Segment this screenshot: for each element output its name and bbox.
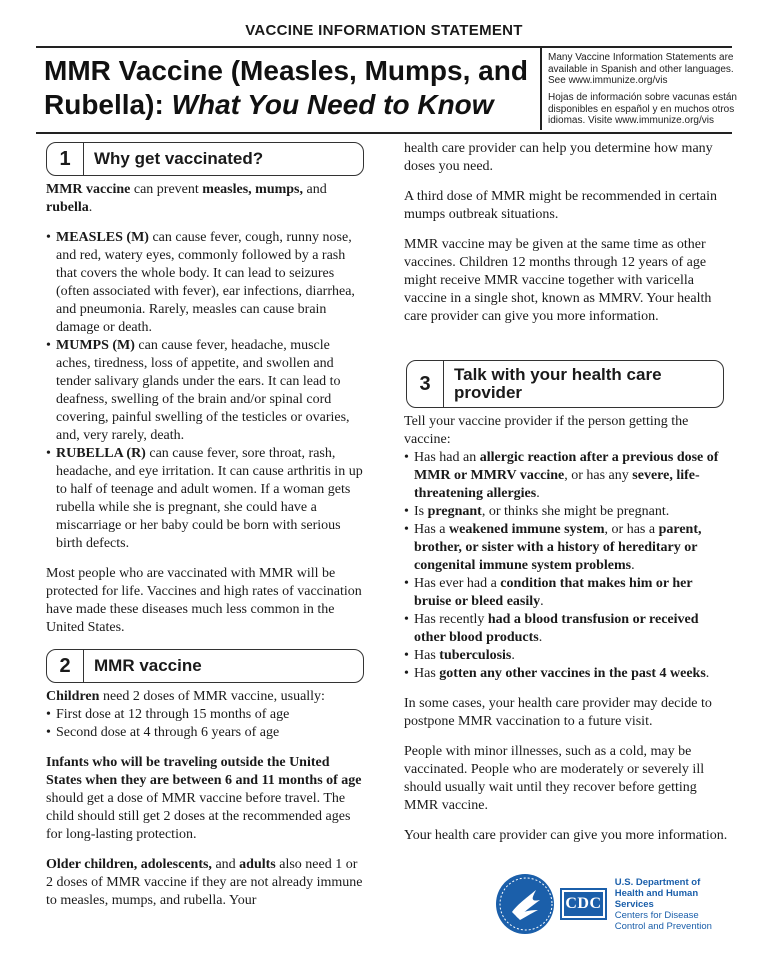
text: need 2 doses of MMR vaccine, usually: (99, 689, 325, 704)
bold-text: MUMPS (M) (56, 338, 135, 353)
third-dose-paragraph: A third dose of MMR might be recommended in certain mumps outbreak situations. (404, 189, 717, 222)
text: . (540, 594, 544, 609)
section-1-heading (46, 142, 364, 176)
section-title-line: Talk with your health care (454, 365, 662, 384)
bold-text: severe, life-threatening allergies (414, 468, 700, 501)
section-number: 3 (407, 361, 444, 407)
text: , or thinks she might be pregnant. (481, 504, 670, 519)
dose-list (46, 706, 366, 742)
list-item (404, 611, 728, 647)
text: and (303, 182, 327, 197)
section-title (444, 361, 662, 407)
agency-line: Health and Human Services (614, 887, 699, 910)
continued-paragraph: health care provider can help you determine how many doses you need. (404, 141, 713, 174)
section-number: 1 (47, 143, 84, 175)
text: Has had an (414, 450, 480, 465)
postpone-paragraph: In some cases, your health care provider may decide to postpone MMR vaccination to a future visit. (404, 696, 712, 729)
text: can prevent (130, 182, 203, 197)
text: . (705, 666, 710, 681)
note-line: disponibles en español y en muchos otros (548, 103, 735, 115)
text: Is (414, 504, 428, 519)
language-note-english (548, 52, 738, 87)
section-1-body (46, 181, 366, 649)
page-title (44, 54, 544, 122)
title-italic: What You Need to Know (171, 89, 494, 120)
section-title: MMR vaccine (94, 656, 202, 675)
bold-text: condition that makes him or her bruise or bleed easily (414, 576, 693, 609)
text: Has recently (414, 612, 488, 627)
bold-text: Older children, adolescents, (46, 857, 212, 872)
list-item-measles (46, 229, 366, 337)
list-item: • First dose at 12 through 15 months of age (46, 706, 366, 724)
text: . (536, 486, 540, 501)
bold-text: MMR vaccine (46, 182, 131, 197)
bold-text: MEASLES (M) (56, 230, 149, 245)
note-line: available in Spanish and other languages. (548, 63, 734, 75)
bold-text: tuberculosis (439, 648, 512, 663)
section-3-heading (406, 360, 724, 408)
bold-text: adults (239, 857, 276, 872)
cdc-logo: CDC (560, 888, 607, 920)
section-2-heading (46, 649, 364, 683)
list-item: • Second dose at 4 through 6 years of age (46, 724, 366, 742)
older-paragraph (46, 856, 366, 910)
agency-logos (496, 872, 736, 936)
header-rule (36, 132, 732, 134)
children-paragraph (46, 688, 366, 706)
bold-text: parent, brother, or sister with a history of hereditary or congenital immune system problems (414, 522, 702, 573)
text: , or has a (604, 522, 659, 537)
intro-paragraph: Tell your vaccine provider if the person getting the vaccine: (404, 414, 689, 447)
closing-paragraph: Most people who are vaccinated with MMR will be protected for life. Vaccines and high rates of vaccination have made these diseases much less common in the United States. (46, 566, 362, 635)
list-item (404, 503, 728, 521)
list-item (404, 575, 728, 611)
document-type-banner: VACCINE INFORMATION STATEMENT (36, 18, 732, 48)
note-line: Many Vaccine Information Statements are (548, 52, 734, 63)
text: can cause fever, cough, runny nose, and red, watery eyes, commonly followed by a rash that covers the whole body. It can lead to seizures (often associated with fever), ear infections, diarrhea, and pneumonia. Rarely, measles can cause brain damage or death. (56, 230, 355, 335)
text: , or has any (564, 468, 633, 483)
bold-text: rubella (46, 200, 89, 215)
bold-text: measles, mumps, (202, 182, 304, 197)
language-note-spanish (548, 92, 738, 127)
agency-line: U.S. Department of (614, 876, 701, 888)
bold-text: had a blood transfusion or received other blood products (414, 612, 699, 645)
bold-text: Infants who will be traveling outside the United States when they are between 6 and 11 months of age (46, 755, 362, 788)
more-info-paragraph: Your health care provider can give you more information. (404, 828, 728, 843)
text: . (88, 200, 93, 215)
section-2-body (46, 688, 366, 922)
eagle-icon (496, 874, 554, 934)
text: Has ever had a (414, 576, 501, 591)
list-item-rubella (46, 445, 366, 553)
header-divider (540, 48, 542, 130)
section-title-line: provider (454, 383, 523, 402)
title-main: MMR Vaccine (Measles, Mumps, and Rubella): (44, 55, 528, 120)
text: . (631, 558, 635, 573)
bold-text: RUBELLA (R) (56, 446, 146, 461)
minor-illness-paragraph: People with minor illnesses, such as a cold, may be vaccinated. People who are moderately or severely ill should usually wait until they recover before getting MMR vaccine. (404, 744, 705, 813)
text: should get a dose of MMR vaccine before travel. The child should still get 2 doses at the recommended ages for long-lasting protection. (46, 791, 351, 842)
text: . (538, 630, 543, 645)
list-item (404, 449, 728, 503)
text: Has (414, 648, 440, 663)
section-2-continued (404, 140, 726, 338)
bold-text: Children (46, 689, 100, 704)
list-item (404, 647, 728, 665)
list-item (404, 521, 728, 575)
intro-paragraph (46, 181, 366, 217)
text: can cause fever, sore throat, rash, headache, and eye irritation. It can cause arthritis in up to half of teenage and adult women. If a woman gets rubella while she is pregnant, she could have a miscarriage or her baby could be born with serious birth defects. (56, 446, 363, 551)
section-3-body (404, 413, 728, 857)
text: can cause fever, headache, muscle aches, tiredness, loss of appetite, and swollen and tender salivary glands under the ears. It can lead to deafness, swelling of the brain and/or spinal cord covering, painful swelling of the testicles or ovaries, and, very rarely, death. (56, 338, 350, 443)
text: also need 1 or 2 doses of MMR vaccine if they are not already immune to measles, mumps, and rubella. Your (46, 857, 363, 908)
note-line: See www.immunize.org/vis (548, 75, 668, 86)
section-title: Why get vaccinated? (94, 149, 264, 168)
conditions-list (404, 449, 728, 683)
text: and (211, 857, 240, 872)
agency-line: Control and Prevention (614, 920, 712, 932)
bold-text: gotten any other vaccines in the past 4 weeks (439, 666, 706, 681)
note-line: Hojas de información sobre vacunas están (548, 92, 737, 103)
note-line: idiomas. Visite www.immunize.org/vis (548, 115, 714, 126)
same-time-paragraph: MMR vaccine may be given at the same time as other vaccines. Children 12 months through 12 years of age might receive MMR vaccine together with varicella vaccine in a single shot, known as MMRV. Your health care provider can give you more information. (404, 237, 712, 324)
list-item (404, 665, 728, 683)
bold-text: pregnant (427, 504, 482, 519)
hhs-eagle-logo-icon (496, 874, 554, 934)
infants-paragraph (46, 754, 366, 844)
text: . (511, 648, 515, 663)
section-number: 2 (47, 650, 84, 682)
text: Has a (414, 522, 449, 537)
bold-text: allergic reaction after a previous dose of MMR or MMRV vaccine (414, 450, 719, 483)
text: Has (414, 666, 440, 681)
agency-line: Centers for Disease (614, 909, 699, 921)
disease-list (46, 229, 366, 553)
list-item-mumps (46, 337, 366, 445)
bold-text: weakened immune system (449, 522, 605, 537)
agency-name (615, 877, 736, 932)
